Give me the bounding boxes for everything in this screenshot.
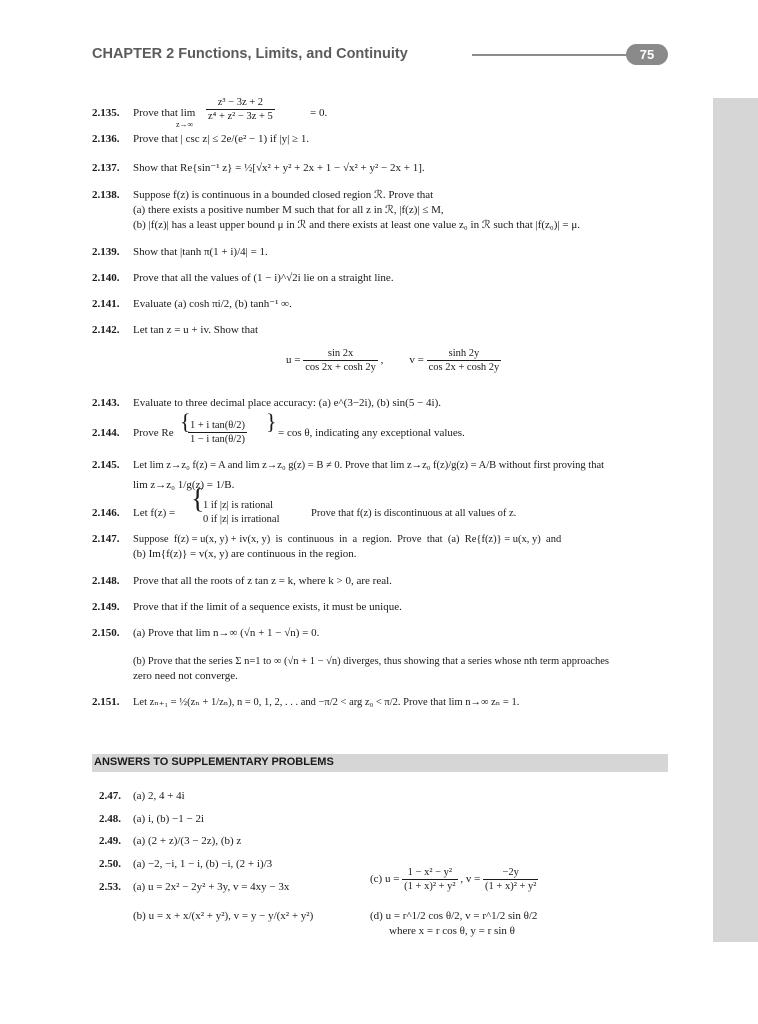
c-u-fraction	[402, 866, 457, 893]
problem-suffix: = cos θ, indicating any exceptional values.	[278, 427, 465, 439]
answers-section-header	[92, 754, 668, 772]
c-v-fraction	[483, 866, 538, 893]
problem-number: 2.139.	[92, 246, 120, 258]
numerator: −2y	[502, 867, 519, 878]
denominator: (1 + x)² + y²	[404, 881, 456, 892]
numerator: sinh 2y	[448, 348, 480, 359]
c-v-label: , v =	[460, 873, 481, 886]
problem-text: Prove that if the limit of a sequence exists, it must be unique.	[133, 601, 402, 613]
numerator: sin 2x	[327, 348, 354, 359]
answer-text: (a) 2, 4 + 4i	[133, 790, 185, 802]
answer-text: (a) i, (b) −1 − 2i	[133, 813, 205, 825]
answer-number: 2.53.	[99, 881, 121, 893]
problem-text: Show that |tanh π(1 + i)/4| = 1.	[133, 246, 268, 258]
problem-number: 2.145.	[92, 459, 120, 471]
answer-number: 2.47.	[99, 790, 121, 802]
problem-suffix: Prove that f(z) is discontinuous at all values of z.	[311, 508, 517, 519]
v-label: v =	[409, 354, 424, 367]
problem-continuation: (b) Im{f(z)} = v(x, y) are continuous in the region.	[133, 548, 357, 560]
problem-number: 2.137.	[92, 162, 120, 174]
u-fraction	[303, 347, 378, 374]
problem-text: Prove Re	[133, 427, 174, 439]
problem-part-a: (a) Prove that lim n→∞ (√n + 1 − √n) = 0.	[133, 627, 320, 639]
problem-number: 2.143.	[92, 397, 120, 409]
right-brace: }	[266, 409, 277, 434]
problem-number: 2.151.	[92, 696, 120, 708]
problem-text: Prove that lim	[133, 107, 196, 119]
problem-number: 2.147.	[92, 533, 120, 545]
problem-text: Let f(z) =	[133, 507, 176, 519]
problem-continuation: lim z→z₀ 1/g(z) = 1/B.	[133, 479, 235, 491]
problem-number: 2.149.	[92, 601, 120, 613]
answer-part-b: (b) u = x + x/(x² + y²), v = y − y/(x² + y²)	[133, 910, 314, 922]
problem-part-b: (b) |f(z)| has a least upper bound μ in ℛ and there exists at least one value z₀ in ℛ such that |f(z₀)| = μ.	[133, 219, 580, 231]
problem-number: 2.148.	[92, 575, 120, 587]
chapter-title: CHAPTER 2 Functions, Limits, and Continuity	[92, 46, 408, 62]
case-brace: {	[191, 484, 205, 515]
answer-number: 2.50.	[99, 858, 121, 870]
answer-text: (a) (2 + z)/(3 − 2z), (b) z	[133, 835, 242, 847]
fraction	[206, 96, 275, 123]
answer-2-53-part-d	[370, 909, 537, 939]
c-label: (c) u =	[370, 873, 400, 886]
answers-title: ANSWERS TO SUPPLEMENTARY PROBLEMS	[94, 756, 334, 768]
problem-number: 2.142.	[92, 324, 120, 336]
problem-number: 2.138.	[92, 189, 120, 201]
problem-number: 2.135.	[92, 107, 120, 119]
problem-text: Let lim z→z₀ f(z) = A and lim z→z₀ g(z) = B ≠ 0. Prove that lim z→z₀ f(z)/g(z) = A/B without first proving that	[133, 460, 605, 471]
problem-text: Suppose f(z) = u(x, y) + iv(x, y) is continuous in a region. Prove that (a) Re{f(z)} = u(x, y) and	[133, 534, 562, 545]
problem-suffix: = 0.	[310, 107, 328, 119]
limit-subscript: z→∞	[176, 120, 194, 129]
answer-2-53-part-c	[370, 866, 538, 893]
denominator: cos 2x + cosh 2y	[305, 362, 376, 373]
u-label: u =	[286, 354, 301, 367]
problem-number: 2.136.	[92, 133, 120, 145]
numerator: 1 + i tan(θ/2)	[190, 420, 245, 431]
numerator: 1 − x² − y²	[407, 867, 453, 878]
problem-continuation: zero need not converge.	[133, 670, 238, 682]
denominator: (1 + x)² + y²	[485, 881, 537, 892]
case-rational: 1 if |z| is rational	[203, 500, 274, 511]
answer-part-d-continuation: where x = r cos θ, y = r sin θ	[389, 925, 515, 937]
tan-equation: u = $\frac{\sin 2x}{\cos 2x + \cosh 2y}$ , v = $\frac{\sinh 2y}{\cos 2x + \cosh 2y}$	[286, 348, 500, 373]
side-thumb-tab	[713, 98, 758, 942]
problem-number: 2.146.	[92, 507, 120, 519]
page-number: 75	[626, 44, 668, 65]
answer-text: (a) −2, −i, 1 − i, (b) −i, (2 + i)/3	[133, 858, 273, 870]
answer-number: 2.49.	[99, 835, 121, 847]
numerator: z³ − 3z + 2	[217, 97, 264, 108]
page-header	[92, 44, 668, 66]
problem-text: Prove that | csc z| ≤ 2e/(e² − 1) if |y| ≥ 1.	[133, 133, 310, 145]
case-irrational: 0 if |z| is irrational	[203, 514, 280, 525]
v-fraction	[427, 347, 502, 374]
problem-number: 2.141.	[92, 298, 120, 310]
problem-text: Prove that all the roots of z tan z = k, where k > 0, are real.	[133, 575, 392, 587]
problem-text: Prove that all the values of (1 − i)^√2i lie on a straight line.	[133, 272, 394, 284]
header-rule	[472, 54, 647, 56]
problem-part-a: (a) there exists a positive number M such that for all z in ℛ, |f(z)| ≤ M,	[133, 204, 444, 216]
problem-number: 2.140.	[92, 272, 120, 284]
denominator: z⁴ + z² − 3z + 5	[208, 111, 273, 122]
denominator: 1 − i tan(θ/2)	[190, 434, 245, 445]
problem-text: Suppose f(z) is continuous in a bounded closed region ℛ. Prove that	[133, 189, 434, 201]
problem-number: 2.144.	[92, 427, 120, 439]
problem-text: Let zₙ₊₁ = ½(zₙ + 1/zₙ), n = 0, 1, 2, . . . and −π/2 < arg z₀ < π/2. Prove that lim n→∞ zₙ = 1.	[133, 697, 520, 708]
answer-part-d: (d) u = r^1/2 cos θ/2, v = r^1/2 sin θ/2	[370, 910, 538, 922]
fraction	[188, 419, 247, 446]
problem-text: Let tan z = u + iv. Show that	[133, 324, 259, 336]
left-brace: {	[180, 409, 191, 434]
problem-text: Evaluate (a) cosh πi/2, (b) tanh⁻¹ ∞.	[133, 298, 292, 310]
problem-part-b: (b) Prove that the series Σ n=1 to ∞ (√n + 1 − √n) diverges, thus showing that a series whose nth term approaches	[133, 656, 610, 667]
denominator: cos 2x + cosh 2y	[428, 362, 500, 373]
problem-text: Evaluate to three decimal place accuracy: (a) e^(3−2i), (b) sin(5 − 4i).	[133, 397, 442, 409]
problem-text: Show that Re{sin⁻¹ z} = ½[√x² + y² + 2x + 1 − √x² + y² − 2x + 1].	[133, 162, 425, 174]
problem-2-144	[92, 409, 672, 452]
answer-number: 2.48.	[99, 813, 121, 825]
problem-number: 2.150.	[92, 627, 120, 639]
answer-part-a: (a) u = 2x² − 2y² + 3y, v = 4xy − 3x	[133, 881, 290, 893]
